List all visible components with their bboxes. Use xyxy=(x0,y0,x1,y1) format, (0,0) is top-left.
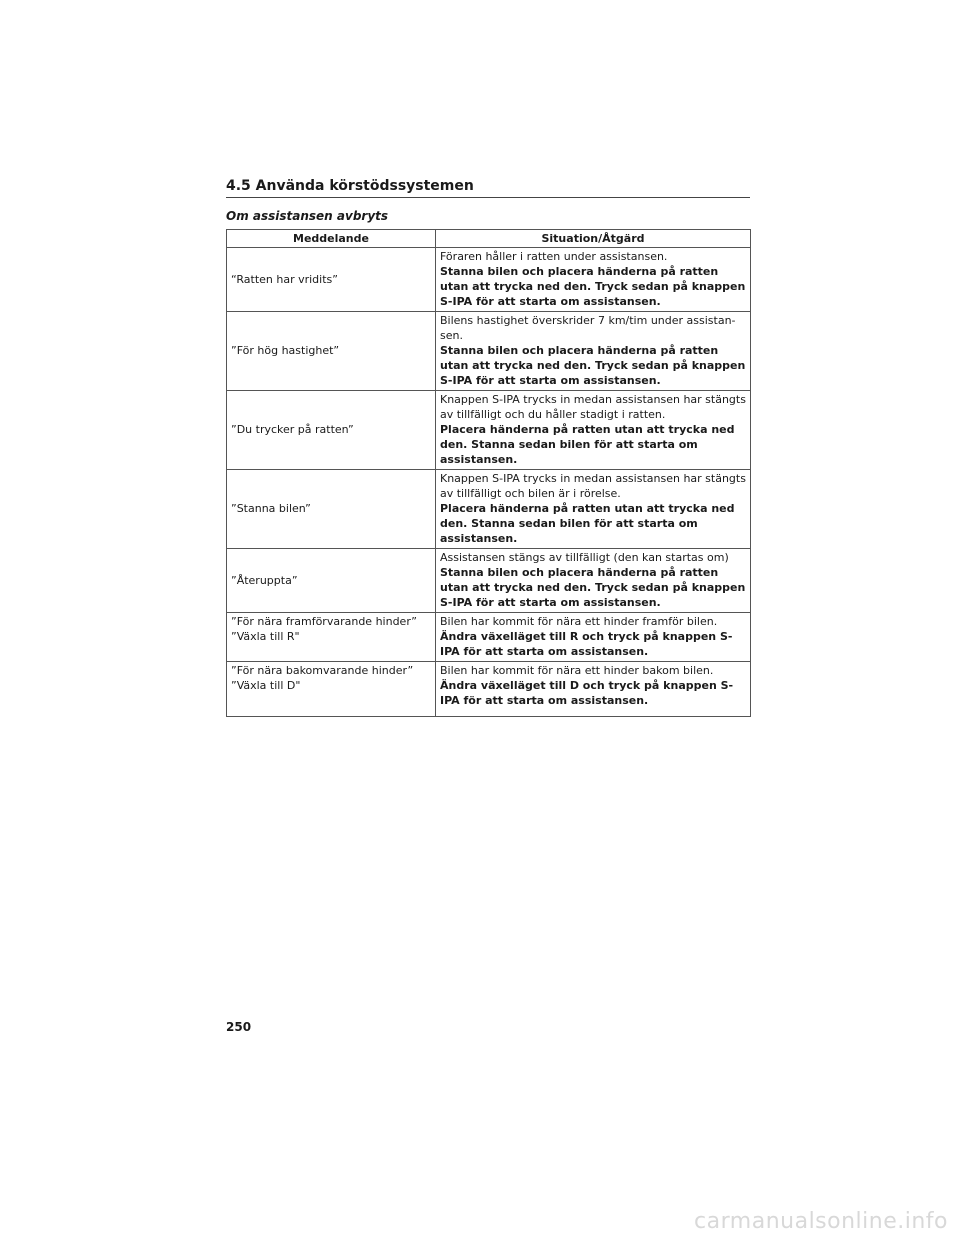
situation-cell xyxy=(436,662,751,717)
action-text: Ändra växelläget till R och tryck på knappen S-IPA för att starta om assistansen. xyxy=(440,630,733,658)
message-cell xyxy=(227,312,436,391)
message-text-secondary: ”Växla till D" xyxy=(231,679,301,692)
table-row xyxy=(227,613,751,662)
table-row xyxy=(227,662,751,717)
message-text: ”Återuppta” xyxy=(231,573,298,587)
message-cell xyxy=(227,549,436,613)
message-text: “Ratten har vridits” xyxy=(231,272,338,286)
situation-text: Bilen har kommit för nära ett hinder framför bilen. xyxy=(440,615,718,628)
message-text: ”Stanna bilen” xyxy=(231,502,311,515)
table-row xyxy=(227,391,751,470)
situation-cell xyxy=(436,391,751,470)
situation-cell xyxy=(436,613,751,662)
section-title: 4.5 Använda körstödssystemen xyxy=(226,178,750,198)
table-header-row xyxy=(227,230,751,248)
message-text: ”För nära bakomvarande hinder” xyxy=(231,664,414,677)
action-text: Placera händerna på ratten utan att trycka ned den. Stanna sedan bilen för att starta om assistansen. xyxy=(440,502,735,545)
situation-cell xyxy=(436,549,751,613)
action-text: Stanna bilen och placera händerna på ratten utan att trycka ned den. Tryck sedan på knappen S-IPA för att starta om assistansen. xyxy=(440,566,746,609)
table-row xyxy=(227,470,751,549)
message-text: ”För nära framförvarande hinder” xyxy=(231,615,417,628)
situation-cell xyxy=(436,470,751,549)
header-message: Meddelande xyxy=(227,230,436,248)
message-table xyxy=(226,229,751,717)
message-text: ”Du trycker på ratten” xyxy=(231,423,354,436)
situation-text: Föraren håller i ratten under assistansen. xyxy=(440,250,668,263)
page-number: 250 xyxy=(226,1020,252,1034)
watermark: carmanualsonline.info xyxy=(694,1209,948,1234)
situation-text: Bilen har kommit för nära ett hinder bakom bilen. xyxy=(440,664,714,677)
action-text: Stanna bilen och placera händerna på ratten utan att trycka ned den. Tryck sedan på knappen S-IPA för att starta om assistansen. xyxy=(440,265,746,308)
table-row xyxy=(227,248,751,312)
subtitle: Om assistansen avbryts xyxy=(226,209,389,223)
situation-cell xyxy=(436,248,751,312)
message-cell xyxy=(227,613,436,662)
situation-text: Knappen S-IPA trycks in medan assistansen har stängts av tillfälligt och bilen är i rörelse. xyxy=(440,472,746,500)
message-text: ”För hög hastighet” xyxy=(231,344,340,357)
header-situation: Situation/Åtgärd xyxy=(436,230,751,248)
message-cell xyxy=(227,470,436,549)
situation-text: Assistansen stängs av tillfälligt (den kan startas om) xyxy=(440,551,729,564)
message-cell xyxy=(227,662,436,717)
action-text: Ändra växelläget till D och tryck på knappen S-IPA för att starta om assistansen. xyxy=(440,679,734,707)
message-cell xyxy=(227,248,436,312)
table-row xyxy=(227,312,751,391)
situation-text: Bilens hastighet överskrider 7 km/tim under assistan-sen. xyxy=(440,314,736,342)
situation-cell xyxy=(436,312,751,391)
action-text: Stanna bilen och placera händerna på ratten utan att trycka ned den. Tryck sedan på knappen S-IPA för att starta om assistansen. xyxy=(440,344,746,387)
message-cell xyxy=(227,391,436,470)
table-row xyxy=(227,549,751,613)
action-text: Placera händerna på ratten utan att trycka ned den. Stanna sedan bilen för att starta om assistansen. xyxy=(440,423,735,466)
message-text-secondary: ”Växla till R" xyxy=(231,630,300,643)
situation-text: Knappen S-IPA trycks in medan assistansen har stängts av tillfälligt och du håller stadigt i ratten. xyxy=(440,393,746,421)
